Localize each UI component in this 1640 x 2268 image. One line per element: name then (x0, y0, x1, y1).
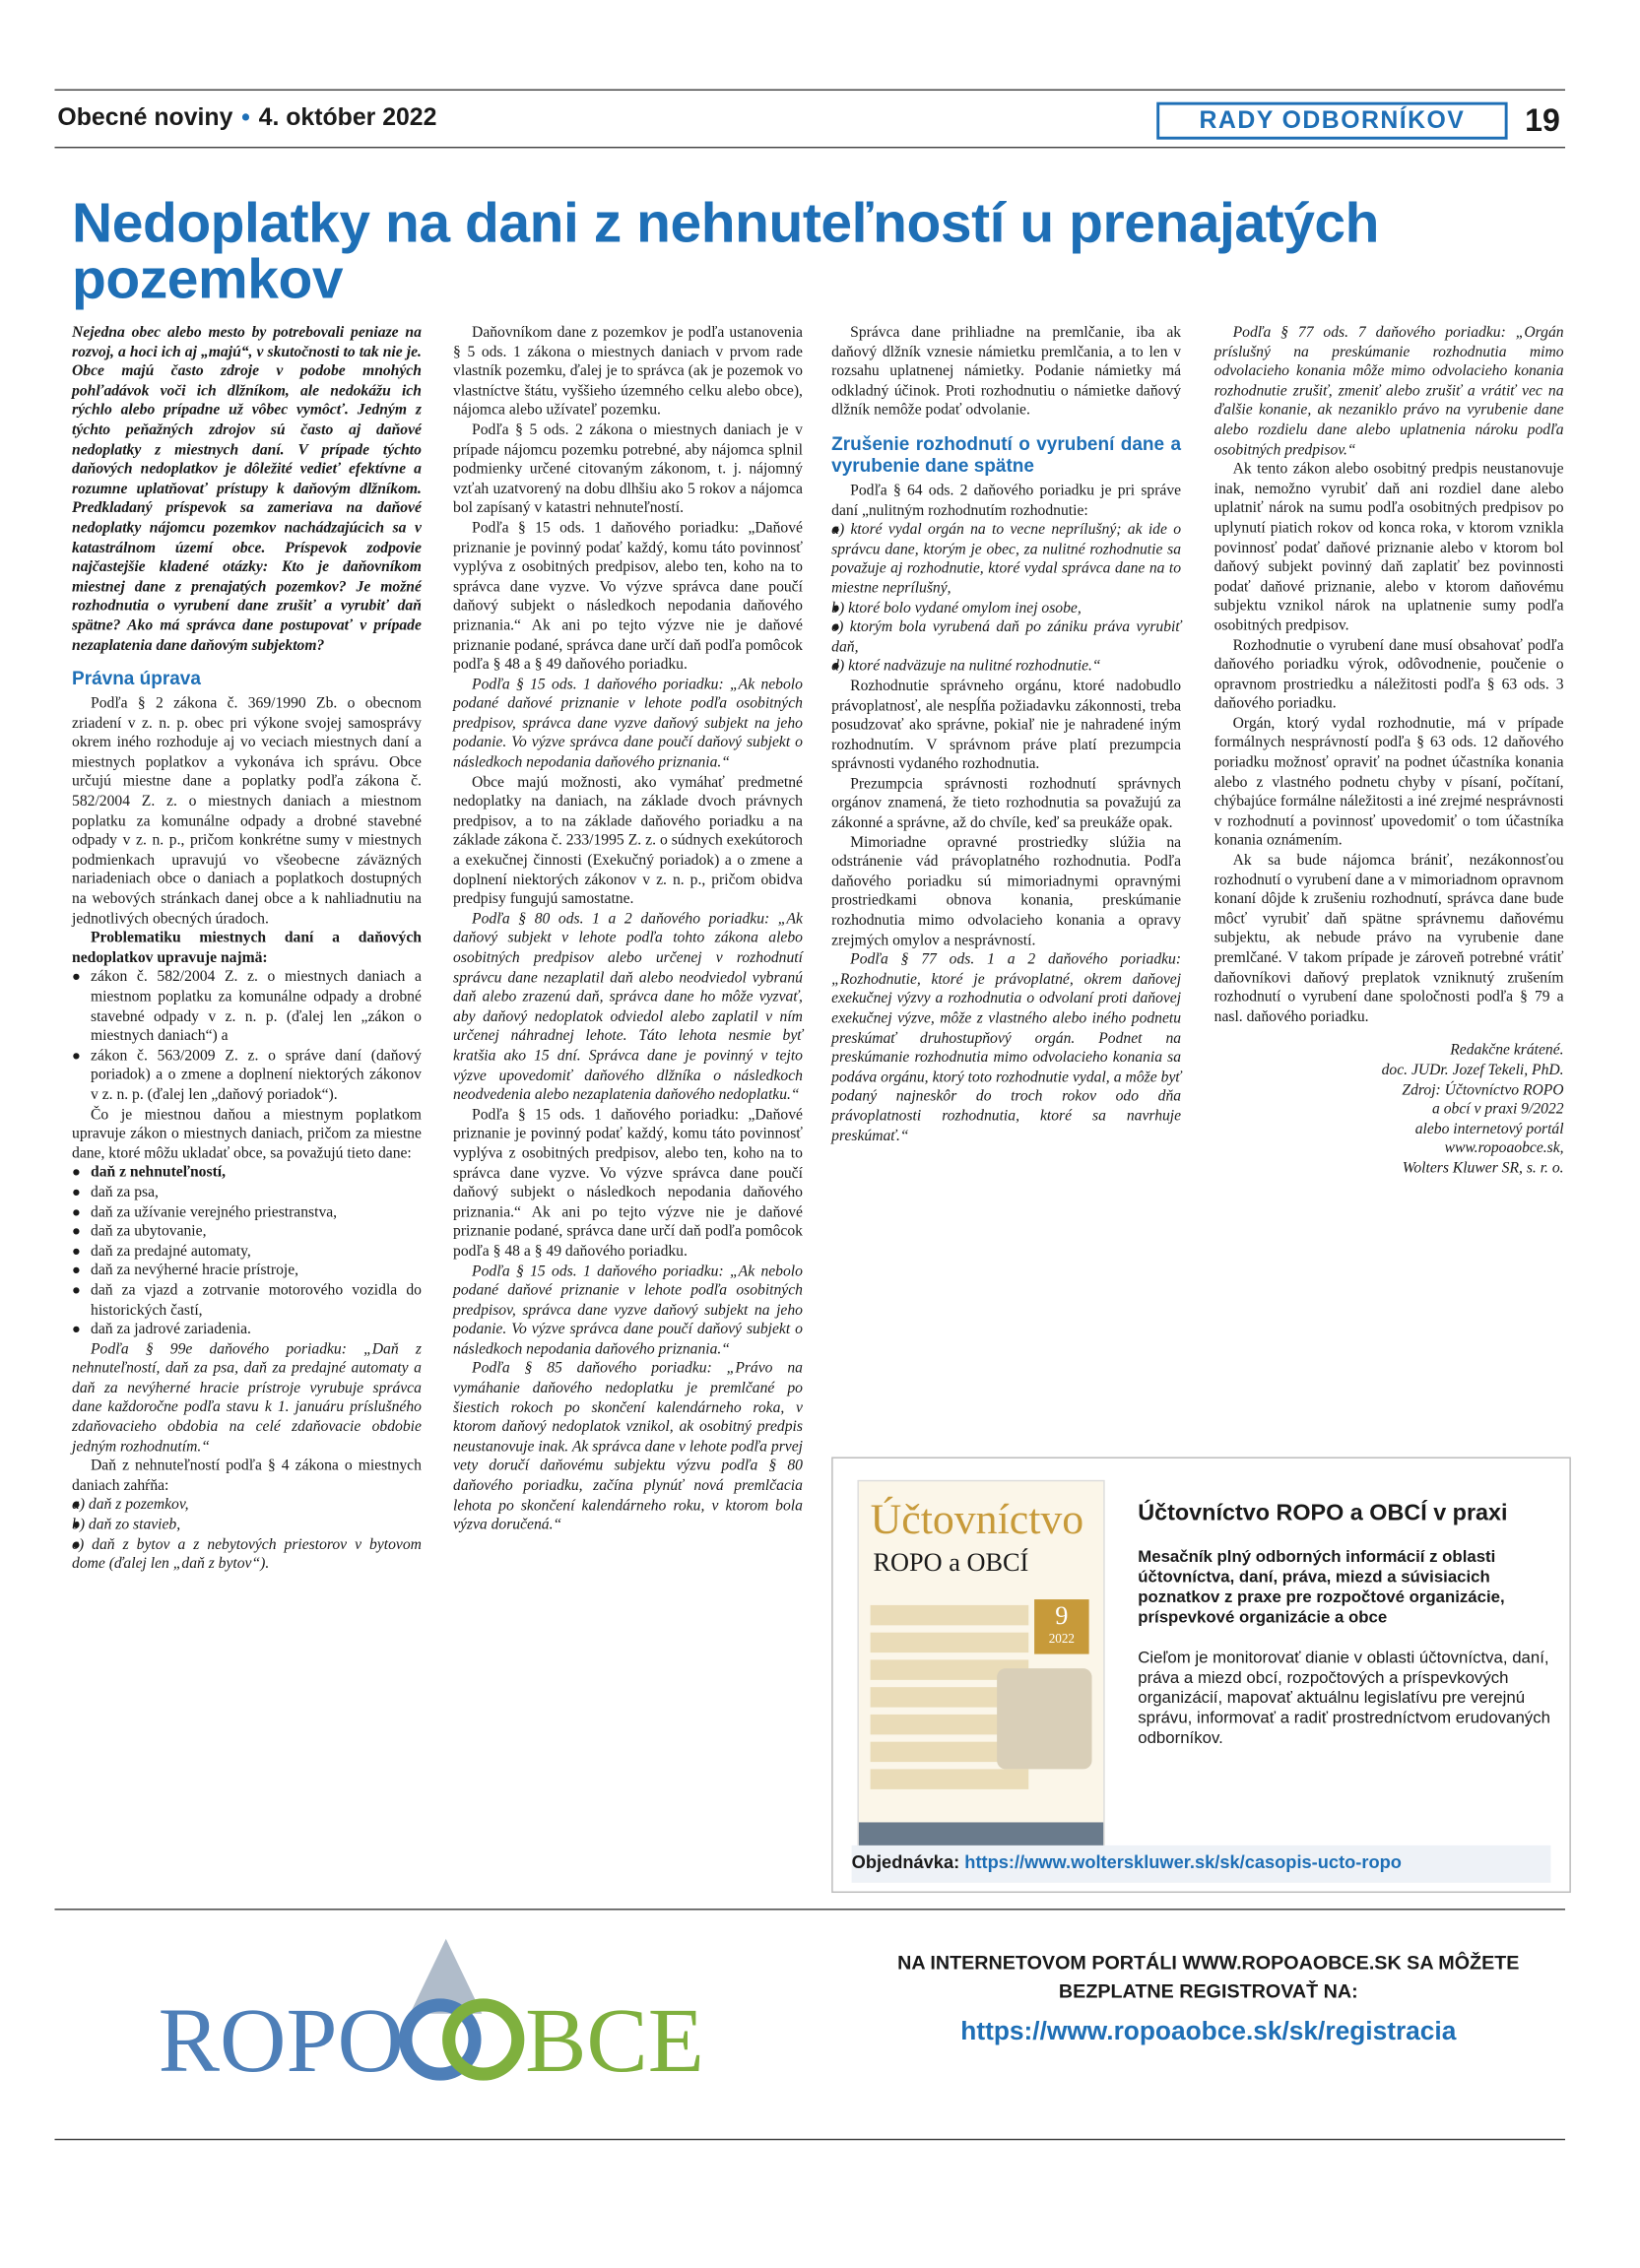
paragraph: Daňovníkom dane z pozemkov je podľa ustanovenia § 5 ods. 1 zákona o miestnych daniach v prvom rade vlastník pozemku, ďalej je to správca (ak je pozemok vo vlastníctve štátu, vyššieho územného celku alebo obce), nájomca alebo užívateľ pozemku. (453, 323, 803, 420)
cover-title: Účtovníctvo (870, 1495, 1084, 1544)
order-link[interactable]: https://www.wolterskluwer.sk/sk/casopis-ucto-ropo (964, 1852, 1402, 1873)
paragraph: Podľa § 77 ods. 7 daňového poriadku: „Orgán príslušný na preskúmanie rozhodnutia mimo odvolacieho konania môže mimo odvolacieho konania rozhodnutie zrušiť, zmeniť alebo zrušiť a vrátiť vec na ďalšie konanie, ak nezaniklo právo na vyrubenie dane alebo rozdielu dane alebo uplatnenia nároku podľa osobitných predpisov.“ (1214, 323, 1564, 459)
page-number: 19 (1525, 101, 1560, 139)
paragraph: Podľa § 15 ods. 1 daňového poriadku: „Daňové priznanie je povinný podať každý, komu táto povinnosť vyplýva z osobitných predpisov, alebo ten, koho na to správca dane vyzve. Vo výzve správca dane poučí daňový subjekt o následkoch nepodania daňového priznania.“ Ak ani po tejto výzve nie je daňové priznanie podané, správca dane určí daň podľa pomôcok podľa § 48 a § 49 daňového poriadku. (453, 1105, 803, 1261)
cover-money-image (997, 1668, 1091, 1769)
logo-text-left: ROPO (158, 1990, 404, 2093)
bullet-separator: • (241, 103, 250, 131)
footer-rule-bottom (54, 2139, 1565, 2140)
registration-link[interactable]: https://www.ropoaobce.sk/sk/registracia (960, 2016, 1457, 2045)
rubric-label: RADY ODBORNÍKOV (1156, 102, 1507, 140)
credit-line: Zdroj: Účtovníctvo ROPO (1402, 1080, 1564, 1099)
paragraph: Podľa § 15 ods. 1 daňového poriadku: „Ak nebolo podané daňové priznanie v lehote podľa osobitných predpisov, správca dane vyzve daňový subjekt na jeho podanie. Vo výzve správca dane poučí daňový subjekt o následkoch nepodania daňového priznania.“ (453, 675, 803, 771)
tax-list (72, 1164, 422, 1340)
paragraph: Čo je miestnou daňou a miestnym poplatkom upravuje zákon o miestnych daniach, pričom za miestne dane, ktoré môžu ukladať obce, sa považujú tieto dane: (72, 1105, 422, 1162)
column-3 (831, 324, 1181, 1147)
paragraph: Podľa § 99e daňového poriadku: „Daň z nehnuteľností, daň za psa, daň za predajné automaty a daň za nevýherné hracie prístroje vyrubuje správca dane každoročne podľa stavu k 1. januáru príslušného zdaňovacieho obdobia na celé zdaňovacie obdobie jedným rozhodnutím.“ (72, 1339, 422, 1456)
list-item: ● b) daň zo stavieb, (72, 1516, 422, 1535)
list-item: ● daň za ubytovanie, (72, 1223, 422, 1243)
banner-line-1: NA INTERNETOVOM PORTÁLI WWW.ROPOAOBCE.SK SA MÔŽETE (897, 1951, 1520, 1974)
ad-subtitle: Mesačník plný odborných informácií z oblasti účtovníctva, daní, práva, miezd a súvisiacich poznatkov z praxe pre rozpočtové organizácie, príspevkové organizácie a obce (1138, 1548, 1505, 1627)
list-item: ● a) ktoré vydal orgán na to vecne neprílušný; ak ide o správcu dane, ktorým je obec, za nulitné rozhodnutie sa považuje aj rozhodnutie, ktoré vydal správca dane na to miestne neprílušný, (831, 521, 1181, 599)
list-item: ● zákon č. 563/2009 Z. z. o správe daní (daňový poriadok) a o zmene a doplnení niektorých zákonov v z. n. p. (ďalej len „daňový poriadok“). (72, 1047, 422, 1106)
paragraph: Orgán, ktorý vydal rozhodnutie, má v prípade formálnych nesprávností podľa § 63 ods. 12 daňového poriadku možnosť opraviť na podnet účastníka konania alebo z vlastného podnetu chyby v písaní, počítaní, chýbajúce formálne náležitosti a iné zrejmé nesprávnosti v rozhodnutí a povinnosť upovedomiť o tom účastníka konania oznámením. (1214, 714, 1564, 850)
column-1 (72, 324, 422, 1575)
paragraph: Daň z nehnuteľností podľa § 4 zákona o miestnych daniach zahŕňa: (72, 1457, 422, 1495)
logo-text-right: BCE (525, 1990, 704, 2093)
list-item: ● daň za psa, (72, 1184, 422, 1203)
list-item: ● daň za predajné automaty, (72, 1242, 422, 1262)
list-item: ● daň za nevýherné hracie prístroje, (72, 1262, 422, 1281)
list-item: ● daň za jadrové zariadenia. (72, 1321, 422, 1340)
registration-banner (806, 1949, 1611, 2006)
section-heading-legal: Právna úprava (72, 667, 201, 689)
paragraph: Mimoriadne opravné prostriedky slúžia na odstránenie vád právoplatného rozhodnutia. Podľa daňového poriadku sú mimoriadnymi opravnými prostriedkami obnova konania, preskúmanie rozhodnutia mimo odvolacieho konania a opravy zrejmých omylov a nesprávností. (831, 833, 1182, 949)
paragraph: Ak sa bude nájomca brániť, nezákonnosťou rozhodnutí o vyrubení dane a v mimoriadnom opravnom konaní dôjde k zrušeniu rozhodnutí, správca dane bude môcť vyrubiť daň spätne správnemu daňovému subjektu, ak nebude právo na vyrubenie dane premlčané. V takom prípade je zároveň potrebné vrátiť daňovníkovi daňový preplatok vzniknutý zrušením rozhodnutí o vyrubení dane spoločnosti podľa § 79 a nasl. daňového poriadku. (1214, 851, 1564, 1026)
article-title: Nedoplatky na dani z nehnuteľností u prenajatých pozemkov (72, 192, 1380, 311)
order-label: Objednávka: (851, 1852, 960, 1873)
list-item: ● daň z nehnuteľností, (72, 1164, 422, 1184)
law-list (72, 969, 422, 1106)
magazine-ad (831, 1457, 1571, 1893)
cover-issue: 9 (1055, 1600, 1069, 1630)
paragraph: Prezumpcia správnosti rozhodnutí správnych orgánov znamená, že tieto rozhodnutia sa považujú za zákonné a správne, až do chvíle, keď sa preukáže opak. (831, 775, 1182, 832)
list-item: ● b) ktoré bolo vydané omylom inej osobe, (831, 599, 1181, 618)
article-lead: Nejedna obec alebo mesto by potrebovali peniaze na rozvoj, a hoci ich aj „majú“, v skutočnosti to tak nie je. Obce majú často zdroje v podobe mnohých pohľadávok voči ich dlžníkom, ale nedokážu ich rýchlo alebo prípadne už vôbec vymôcť. Jedným z týchto peňažných zdrojov sú často aj daňové nedoplatky z miestnych daní. V prípade týchto daňových nedoplatkov je dôležité vedieť efektívne a rozumne uplatňovať prístupy k daňovým dlžníkom. Predkladaný príspevok sa zameriava na daňové nedoplatky nájomcu pozemkov nachádzajúcich sa v katastrálnom území obce. Príspevok zodpovie najčastejšie kladené otázky: Kto je daňovníkom miestnej dane z prenajatých pozemkov? Je možné rozhodnutia o vyrubení dane zrušiť a vyrubiť daň spätne? Ako má správca dane postupovať v prípade nezaplatenia dane daňovým subjektom? (72, 323, 422, 654)
logo-ring-green-icon (449, 2005, 518, 2074)
top-rule (54, 90, 1565, 91)
banner-line-2: BEZPLATNE REGISTROVAŤ NA: (1058, 1980, 1358, 2003)
cover-year: 2022 (1048, 1631, 1075, 1646)
credit-line: alebo internetový portál (1414, 1120, 1564, 1137)
cover-footer (859, 1822, 1103, 1847)
property-tax-list (72, 1497, 422, 1575)
list-item: ● daň za vjazd a zotrvanie motorového vozidla do historických častí, (72, 1281, 422, 1321)
paragraph: Rozhodnutie správneho orgánu, ktoré nadobudlo právoplatnosť, ale nespĺňa požiadavku zákonnosti, treba posudzovať ako správne, pokiaľ nie je nahradené iným rozhodnutím. V správnom práve platí prezumpcia správnosti vydaného rozhodnutia. (831, 677, 1182, 773)
header-left (57, 103, 436, 132)
ad-description: Cieľom je monitorovať dianie v oblasti účtovníctva, daní, práva a miezd obcí, rozpočtových a príspevkových organizácií, mapovať aktuálnu legislatívu pre verejnú správu, informovať a radiť prostredníctvom erudovaných odborníkov. (1138, 1650, 1550, 1748)
paragraph: Rozhodnutie o vyrubení dane musí obsahovať podľa daňového poriadku výrok, odôvodnenie, poučenie o opravnom prostriedku a náležitosti podľa § 63 ods. 3 daňového poriadku. (1214, 636, 1564, 713)
credit-line: www.ropoaobce.sk, (1444, 1139, 1564, 1157)
nullity-list (831, 521, 1181, 678)
credit-line: a obcí v praxi 9/2022 (1432, 1100, 1564, 1119)
cover-issue-badge (1034, 1599, 1088, 1653)
paragraph: Podľa § 15 ods. 1 daňového poriadku: „Ak nebolo podané daňové priznanie v lehote podľa osobitných predpisov, správca dane vyzve daňový subjekt na jeho podanie. Vo výzve správca dane poučí daňový subjekt o následkoch nepodania daňového priznania.“ (453, 1262, 803, 1358)
header-rule (54, 147, 1565, 148)
ropoaobce-logo (159, 1927, 734, 2114)
cover-subtitle: ROPO a OBCÍ (873, 1547, 1029, 1577)
paragraph: Podľa § 2 zákona č. 369/1990 Zb. o obecnom zriadení v z. n. p. obec pri výkone svojej samosprávy okrem iného rozhoduje aj vo veciach miestnych daní a miestnych poplatkov a vykonáva ich správu. Obce určujú miestne dane a poplatky podľa zákona č. 582/2004 Z. z. o miestnych daniach a miestnom poplatku za komunálne odpady a drobné stavebné odpady v z. n. p., pričom konkrétne sumy v miestnych podmienkach upravujú vo všeobecne záväzných nariadeniach obce o daniach a poplatkoch dostupných na webových stránkach danej obce a k nahliadnutiu na jednotlivých obecných úradoch. (72, 694, 422, 928)
paragraph: Ak tento zákon alebo osobitný predpis neustanovuje inak, nemožno vyrubiť daň ani rozdiel dane alebo uplatniť nárok na sumu podľa osobitných predpisov po uplynutí piatich rokov od konca roka, v ktorom vznikla povinnosť podať daňové priznanie alebo v ktorom bol daňový subjekt povinný daň zaplatiť bez povinnosti podať daňové priznanie, alebo v ktorom daňovému subjektu vznikol nárok na uplatnenie sumy podľa osobitných predpisov. (1214, 460, 1564, 634)
credit-line: Wolters Kluwer SR, s. r. o. (1402, 1159, 1564, 1177)
column-2 (453, 324, 803, 1536)
column-4 (1214, 324, 1564, 1179)
footer-rule-top (54, 1909, 1565, 1910)
paragraph: Podľa § 80 ods. 1 a 2 daňového poriadku: „Ak daňový subjekt v lehote podľa tohto zákona alebo osobitných predpisov alebo určenej v rozhodnutí správcu dane nezaplatil daň alebo neodviedol vybranú daň alebo zrazenú daň, správca dane ho môže vyzvať, aby daňový nedoplatok odviedol alebo zaplatil v ním určenej náhradnej lehote. Táto lehota nesmie byť kratšia ako 15 dní. Správca dane je povinný v tejto výzve upovedomiť daňového dlžníka o následkoch neodvedenia alebo nezaplatenia daňového nedoplatku.“ (453, 910, 803, 1104)
publication-name: Obecné noviny (57, 103, 233, 131)
credit-line: doc. JUDr. Jozef Tekeli, PhD. (1381, 1061, 1564, 1079)
paragraph: Správca dane prihliadne na premlčanie, iba ak daňový dlžník vznesie námietku premlčania, a to len v rozsahu uplatnenej námietky. Podanie námietky má odkladný účinok. Proti rozhodnutiu o námietke daňový dlžník nemôže podať odvolanie. (831, 323, 1182, 420)
list-item: ● daň za užívanie verejného priestranstva, (72, 1203, 422, 1223)
issue-date: 4. október 2022 (258, 103, 437, 131)
order-line (852, 1852, 1402, 1872)
ad-title: Účtovníctvo ROPO a OBCÍ v praxi (1138, 1501, 1508, 1526)
paragraph: Podľa § 77 ods. 1 a 2 daňového poriadku: „Rozhodnutie, ktoré je právoplatné, okrem daňovej exekučnej výzvy a rozhodnutia o odvolaní proti daňovej exekučnej výzve, môže z vlastného alebo iného podnetu preskúmať druhostupňový orgán. Podnet na preskúmanie rozhodnutia mimo odvolacieho konania sa podáva orgánu, ktorý toto rozhodnutie vydal, a môže byť podaný najneskôr do troch rokov odo dňa právoplatnosti rozhodnutia, ktoré sa navrhuje preskúmať.“ (831, 950, 1182, 1144)
list-item: ● c) daň z bytov a z nebytových priestorov v bytovom dome (ďalej len „daň z bytov“). (72, 1535, 422, 1575)
paragraph: Podľa § 5 ods. 2 zákona o miestnych daniach je v prípade nájomcu pozemku potrebné, aby nájomca splnil podmienky určené citovaným zákonom, t. j. nájomný vzťah uzatvorený na dobu dlhšiu ako 5 rokov a nájomca bol zapísaný v katastri nehnuteľností. (453, 421, 803, 517)
list-item: ● a) daň z pozemkov, (72, 1497, 422, 1517)
paragraph: Podľa § 64 ods. 2 daňového poriadku je pri správe daní „nulitným rozhodnutím rozhodnutie: (831, 482, 1182, 519)
list-item: ● c) ktorým bola vyrubená daň po zániku práva vyrubiť daň, (831, 618, 1181, 658)
magazine-cover-image (857, 1480, 1104, 1849)
credit-line: Redakčne krátené. (1450, 1041, 1564, 1060)
section-heading-cancellation: Zrušenie rozhodnutí o vyrubení dane a vyrubenie dane spätne (831, 432, 1182, 477)
list-item: ● zákon č. 582/2004 Z. z. o miestnych daniach a miestnom poplatku za komunálne odpady a drobné stavebné odpady v z. n. p. (ďalej len „zákon o miestnych daniach“) a (72, 969, 422, 1047)
paragraph: Problematiku miestnych daní a daňových nedoplatkov upravuje najmä: (72, 929, 422, 967)
paragraph: Podľa § 85 daňového poriadku: „Právo na vymáhanie daňového nedoplatku je premlčané po šiestich rokoch po skončení kalendárneho roka, v ktorom daňový nedoplatok vznikol, ak osobitný predpis neustanovuje inak. Ak správca dane v lehote podľa prvej vety doručí daňovému subjektu výzvu podľa § 80 daňového poriadku, začína plynúť nová premlčacia lehota po skončení kalendárneho roku, v ktorom bola výzva doručená.“ (453, 1359, 803, 1534)
paragraph: Obce majú možnosti, ako vymáhať predmetné nedoplatky na daniach, na základe dvoch právnych predpisov, a to na základe daňového poriadku a na základe zákona č. 233/1995 Z. z. o súdnych exekútoroch a exekučnej činnosti (Exekučný poriadok) a o zmene a doplnení niektorých zákonov v z. n. p., pričom obidva predpisy fungujú samostatne. (453, 773, 803, 908)
list-item: ● d) ktoré nadväzuje na nulitné rozhodnutie.“ (831, 658, 1181, 678)
paragraph: Podľa § 15 ods. 1 daňového poriadku: „Daňové priznanie je povinný podať každý, komu táto povinnosť vyplýva z osobitných predpisov, alebo ten, koho na to správca dane vyzve. Vo výzve správca dane poučí daňový subjekt o následkoch nepodania daňového priznania.“ Ak ani po tejto výzve nie je daňové priznanie podané, správca dane určí daň podľa pomôcok podľa § 48 a § 49 daňového poriadku. (453, 519, 803, 674)
